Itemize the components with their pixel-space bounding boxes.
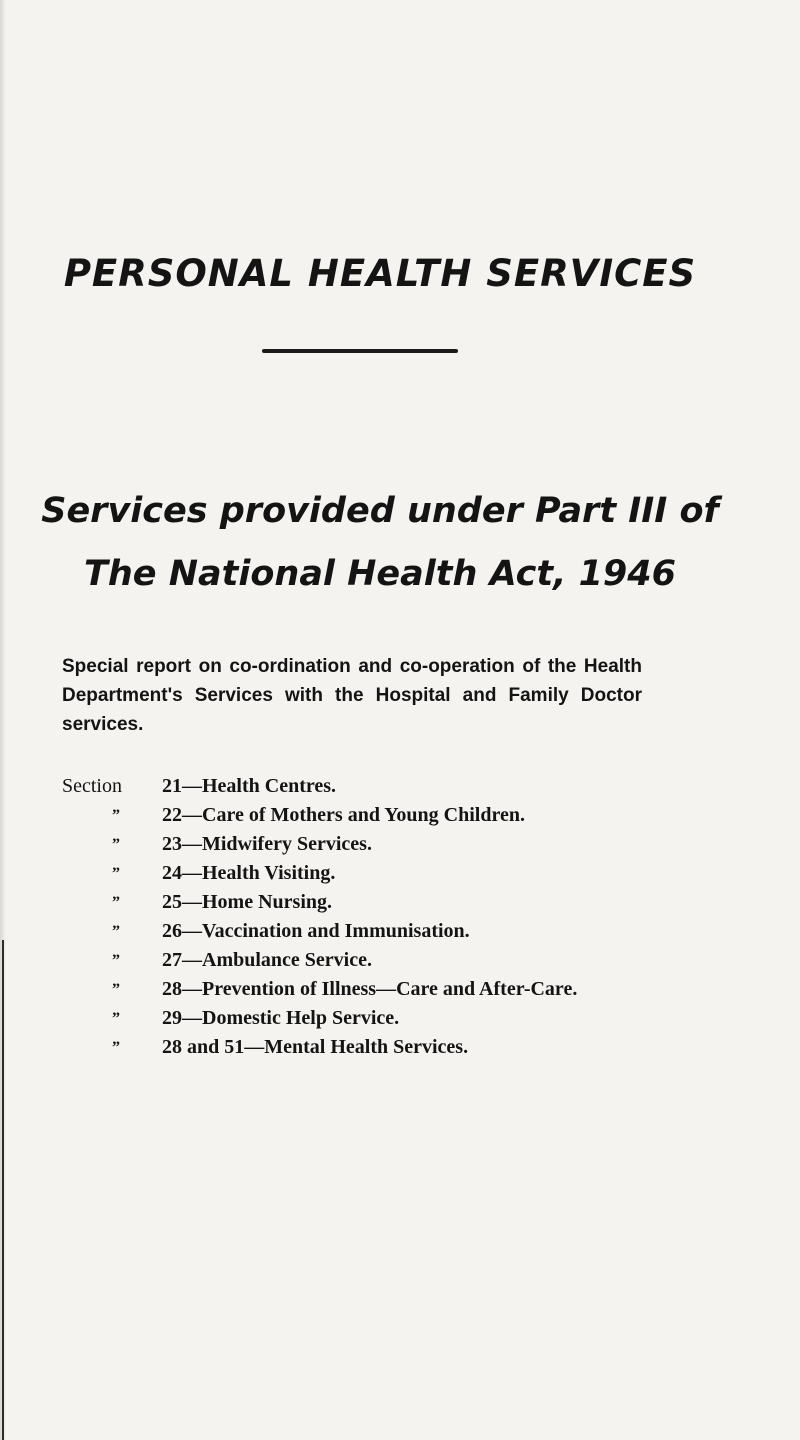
ditto-mark: ” <box>112 836 120 853</box>
section-row <box>62 946 762 975</box>
ditto-mark: ” <box>112 894 120 911</box>
section-item-25: 25—Home Nursing. <box>162 891 332 913</box>
section-label: Section <box>62 775 122 797</box>
ditto-mark: ” <box>112 1010 120 1027</box>
section-row <box>62 888 762 917</box>
page-title: PERSONAL HEALTH SERVICES <box>63 252 697 295</box>
section-item-28: 28—Prevention of Illness—Care and After-Care. <box>162 978 578 1000</box>
ditto-mark: ” <box>112 923 120 940</box>
ditto-mark: ” <box>112 1039 120 1056</box>
ditto-mark: ” <box>112 952 120 969</box>
ditto-mark: ” <box>112 807 120 824</box>
section-item-28-51: 28 and 51—Mental Health Services. <box>162 1036 469 1058</box>
section-row <box>62 859 762 888</box>
section-row <box>62 917 762 946</box>
section-row <box>62 1004 762 1033</box>
section-item-22: 22—Care of Mothers and Young Children. <box>162 804 525 826</box>
section-row <box>62 772 762 801</box>
section-item-23: 23—Midwifery Services. <box>162 833 372 855</box>
page-binding-edge <box>0 0 6 1440</box>
section-item-21: 21—Health Centres. <box>162 775 337 797</box>
title-divider <box>262 349 458 353</box>
intro-paragraph: Special report on co-ordination and co-operation of the Health Department's Services with the Hospital and Family Doctor services. <box>62 656 642 735</box>
section-row <box>62 801 762 830</box>
section-list <box>62 772 762 1062</box>
ditto-mark: ” <box>112 981 120 998</box>
section-row <box>62 1033 762 1062</box>
subtitle-line-1: Services provided under Part III of <box>41 491 719 531</box>
section-item-29: 29—Domestic Help Service. <box>162 1007 400 1029</box>
section-item-27: 27—Ambulance Service. <box>162 949 372 971</box>
section-item-26: 26—Vaccination and Immunisation. <box>162 920 470 942</box>
section-item-24: 24—Health Visiting. <box>162 862 336 884</box>
section-row <box>62 975 762 1004</box>
subtitle-line-2: The National Health Act, 1946 <box>84 554 676 594</box>
section-row <box>62 830 762 859</box>
ditto-mark: ” <box>112 865 120 882</box>
